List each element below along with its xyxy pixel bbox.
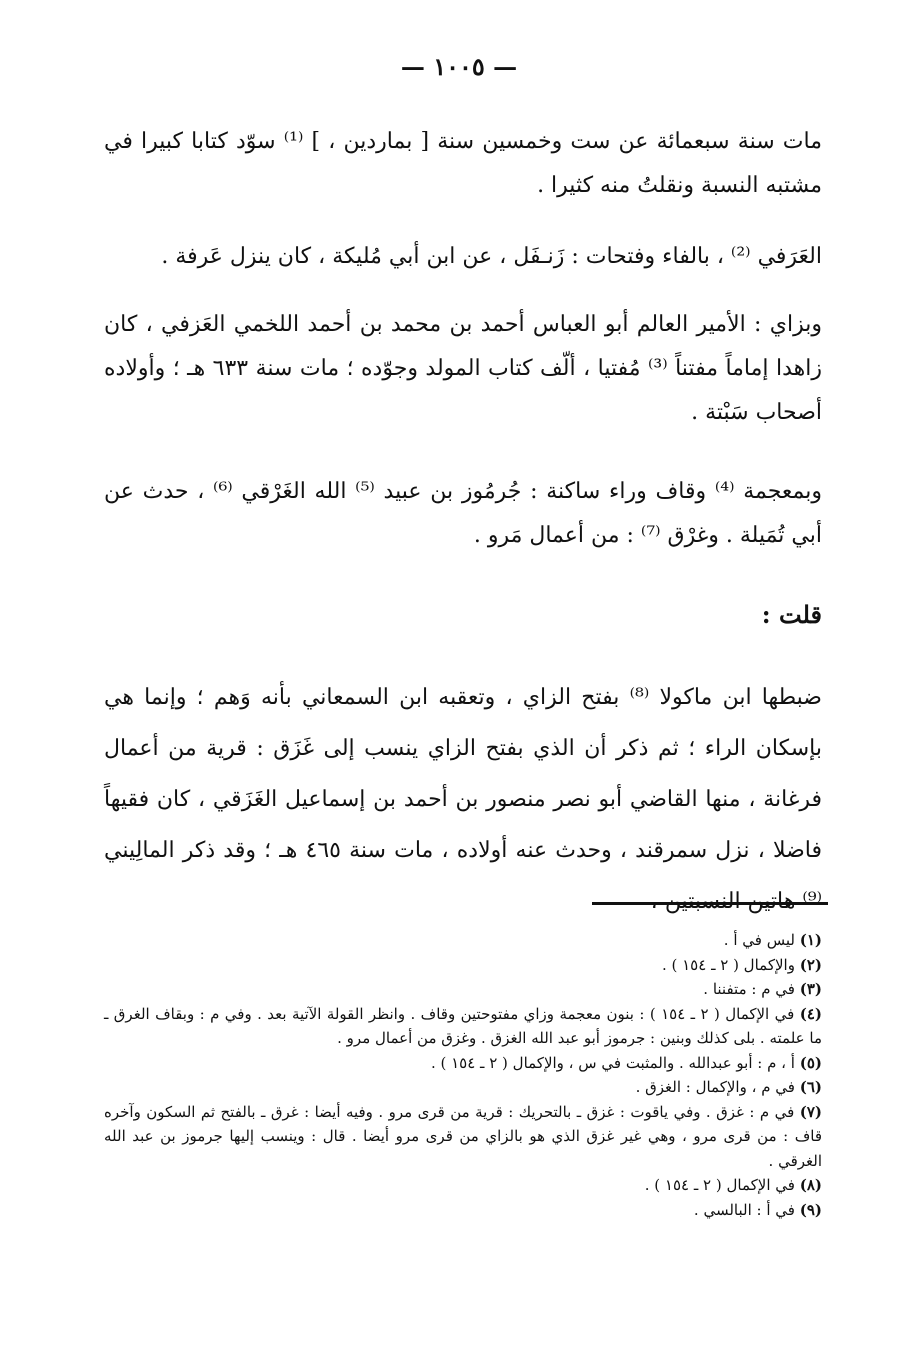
footnote-text: ليس في أ .	[723, 931, 795, 949]
footnote-text: أ ، م : أبو عبدالله . والمثبت في س ، والإكمال ( ٢ ـ ١٥٤ ) .	[430, 1053, 795, 1072]
footnote-text: في م ، والإكمال : الغزق .	[635, 1078, 795, 1096]
footnote-number: (٤)	[799, 1004, 822, 1023]
footnote-item	[104, 1002, 822, 1051]
footnote-text: في م : متفننا .	[703, 980, 795, 998]
footnote-item	[104, 977, 822, 1002]
footnote-number: (٨)	[799, 1176, 822, 1194]
footnote-divider	[592, 902, 828, 905]
footnote-text: والإكمال ( ٢ ـ ١٥٤ ) .	[661, 955, 795, 974]
footnote-number: (٦)	[799, 1078, 822, 1096]
footnote-number: (٣)	[799, 980, 822, 998]
footnote-text: في أ : البالسي .	[693, 1200, 795, 1219]
footnote-number: (٧)	[799, 1102, 822, 1121]
footnote-item	[104, 1051, 822, 1076]
footnote-item	[104, 1100, 822, 1174]
footnote-number: (٩)	[799, 1200, 822, 1219]
page-number: — ١٠٠٥ —	[400, 52, 518, 81]
footnote-item	[104, 953, 822, 978]
footnote-item	[104, 1173, 822, 1198]
footnote-item	[104, 1075, 822, 1100]
footnote-text: في الإكمال ( ٢ ـ ١٥٤ ) .	[644, 1176, 795, 1194]
footnote-number: (٥)	[799, 1053, 822, 1072]
paragraph-2: العَرَفي ⁽²⁾ ، بالفاء وفتحات : زَنـفَل ، عن ابن أبي مُليكة ، كان ينزل عَرفة .	[161, 244, 822, 269]
section-heading: قلت :	[761, 600, 822, 629]
footnote-text: في م : غزق . وفي ياقوت : غزق ـ بالتحريك : قرية من قرى مرو . وفيه أيضا : غرق ـ بالفتح ثم السكون وآخره قاف : من قرى مرو ، وهي غير غزق الذي هو بالزاي من قرى مرو أيضا . قال : وينسب إليها جرموز بن عبد الله الغرقي .	[104, 1102, 822, 1170]
footnote-text: في الإكمال ( ٢ ـ ١٥٤ ) : بنون معجمة وزاي مفتوحتين وقاف . وانظر القولة الآتية بعد . وفي م : وبقاف الغرق ـ ما علمته . بلى كذلك وبنين : جرموز أبو عبد الله الغزق . وغزق من أعمال مرو .	[104, 1004, 822, 1047]
footnote-item	[104, 928, 822, 953]
footnote-item	[104, 1198, 822, 1223]
footnote-number: (٢)	[799, 955, 822, 974]
paragraph-3: وبزاي : الأمير العالم أبو العباس أحمد بن محمد بن أحمد اللخمي العَزفي ، كان زاهدا إماماً مفتناً ⁽³⁾ مُفتيا ، ألّف كتاب المولد وجوّده ؛ مات سنة ٦٣٣ هـ ؛ وأولاده أصحاب سَبْتة .	[104, 312, 822, 425]
paragraph-1: مات سنة سبعمائة عن ست وخمسين سنة [ بماردين ، ] ⁽¹⁾ سوّد كتابا كبيرا في مشتبه النسبة ونقلتُ منه كثيرا .	[104, 129, 822, 198]
paragraph-4: وبمعجمة ⁽⁴⁾ وقاف وراء ساكنة : جُرمُوز بن عبيد ⁽⁵⁾ الله الغَرْقي ⁽⁶⁾ ، حدث عن أبي تُمَيلة . وغرْق ⁽⁷⁾ : من أعمال مَرو .	[104, 479, 822, 548]
paragraph-5: ضبطها ابن ماكولا ⁽⁸⁾ بفتح الزاي ، وتعقبه ابن السمعاني بأنه وَهم ؛ وإنما هي بإسكان الراء ؛ ثم ذكر أن الذي بفتح الزاي ينسب إلى غَزَق : قرية من أعمال فرغانة ، منها القاضي أبو نصر منصور بن أحمد بن إسماعيل الغَزَقي ، كان فقيهاً فاضلا ، نزل سمرقند ، وحدث عنه أولاده ، مات سنة ٤٦٥ هـ ؛ وقد ذكر المالِيني ⁽⁹⁾ هاتين النسبتين ،	[104, 685, 822, 914]
footnotes-list	[104, 928, 822, 1222]
footnote-number: (١)	[799, 931, 822, 949]
